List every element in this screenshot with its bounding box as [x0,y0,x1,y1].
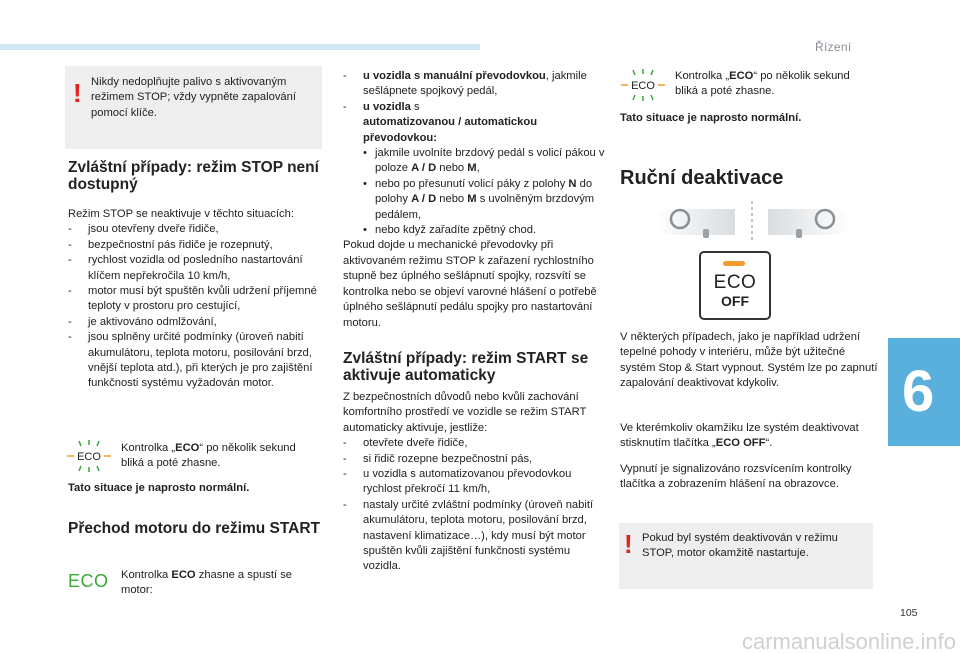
eco-blinking-icon-2 [620,68,666,102]
normal-situation-note: Tato situace je naprosto normální. [68,482,250,494]
mechanical-gearbox-note: Pokud dojde u mechanické převodovky při aktivovaném režimu STOP k zařazení rychlostního stupně bez úplného sešlápnutí spojky, rozsvítí se kontrolka nebo se objeví varovné hlášení o potřebě úplného sešlápnutí pedálu spojky pro nastartování motoru. [343,239,597,329]
warning-box-fuel [65,66,322,149]
deactivation-para-2: Ve kterémkoliv okamžiku lze systém deaktivovat stisknutím tlačítka „ECO OFF“. [620,422,859,450]
button-off-label: OFF [721,293,749,309]
deactivation-para-3: Vypnutí je signalizováno rozsvícením kontrolky tlačítka a zobrazením hlášení na obrazovce. [620,463,852,491]
svg-text:ECO: ECO [68,571,109,591]
warning-text: Nikdy nedoplňujte palivo s aktivovaným režimem STOP; vždy vypněte zapalování pomocí klíče. [91,76,296,119]
list-item: - rychlost vozidla od posledního nastartování klíčem nepřekročila 10 km/h, [68,253,326,284]
stop-intro: Režim STOP se neaktivuje v těchto situacích: [68,208,294,220]
list-item: • nebo když zařadíte zpětný chod. [355,223,605,238]
start-conditions-list [343,436,605,575]
list-item: - u vozidla s manuální převodovkou, jakmile sešlápnete spojkový pedál, [343,69,605,100]
warning-box-restart [619,523,873,589]
list-item: - bezpečnostní pás řidiče je rozepnutý, [68,238,326,253]
eco-blink-text: Kontrolka „ECO“ po několik sekund bliká a poté zhasne. [121,442,296,470]
section-title: Řízení [815,40,852,54]
eco-blink-label: ECO [631,80,655,92]
deactivation-para-1: V některých případech, jako je například udržení tepelné pohody v interiéru, může být užitečné systém Stop & Start vypnout. Systém lze po zapnutí zapalování deaktivovat kdykoliv. [620,331,878,390]
eco-blink-label: ECO [77,451,101,463]
eco-blink-text-2: Kontrolka „ECO“ po několik sekund bliká a poté zhasne. [675,70,850,98]
dashboard-illustration [655,199,850,244]
eco-icon [68,570,114,595]
top-accent-bar [0,44,480,50]
list-item: - otevřete dveře řidiče, [343,436,605,451]
stop-conditions-list [68,222,326,391]
heading-start-transition: Přechod motoru do režimu START [68,520,321,537]
normal-situation-note-2: Tato situace je naprosto normální. [620,112,802,124]
list-item: - u vozidla s automatizovanou převodovkou rychlost překročí 11 km/h, [343,467,605,498]
list-item: • jakmile uvolníte brzdový pedál s volicí pákou v poloze A / D nebo M, [355,146,605,177]
warning-icon: ! [73,78,82,108]
eco-off-button[interactable] [699,251,771,320]
button-indicator-light [723,261,745,266]
start-conditions-manual [343,69,605,146]
heading-manual-deactivation: Ruční deaktivace [620,167,784,189]
eco-blinking-icon [66,439,112,473]
start-intro: Z bezpečnostních důvodů nebo kvůli zachování komfortního prostředí ve vozidle se režim START automaticky aktivuje, jestliže: [343,391,587,434]
heading-start-automatic: Zvláštní případy: režim START se aktivuje automaticky [343,350,589,384]
list-item: - nastaly určité zvláštní podmínky (úroveň nabití akumulátoru, teplota motoru, posilování brzd, nastavení klimatizace…), kdy musí být motor spuštěn kvůli zajištění funkčnosti systému vozidla. [343,498,605,575]
warning-text: Pokud byl systém deaktivován v režimu STOP, motor okamžitě nastartuje. [642,532,838,560]
watermark: carmanualsonline.info [741,628,956,654]
heading-stop-unavailable: Zvláštní případy: režim STOP není dostupný [68,159,319,193]
list-item: - motor musí být spuštěn kvůli udržení příjemné teploty v prostoru pro cestující, [68,284,326,315]
list-item: - jsou splněny určité podmínky (úroveň nabití akumulátoru, teplota motoru, posilování brzd, vnější teplota atd.), při kterých je pro zajištění funkčnosti systému vyžadován motor. [68,330,326,392]
list-item: - jsou otevřeny dveře řidiče, [68,222,326,237]
warning-icon: ! [624,529,633,559]
list-item: - si řidič rozepne bezpečnostní pás, [343,452,605,467]
list-item: • nebo po přesunutí volicí páky z polohy N do polohy A / D nebo M s uvolněným brzdovým pedálem, [355,177,605,223]
list-item: - je aktivováno odmlžování, [68,315,326,330]
page-number: 105 [900,607,918,619]
auto-gearbox-bullets [343,146,605,238]
chapter-tab: 6 [888,338,960,446]
list-item: - u vozidla s automatizovanou / automatickou převodovkou: [343,100,605,146]
eco-off-text: Kontrolka ECO zhasne a spustí se motor: [121,569,293,597]
button-eco-label: ECO [713,272,757,293]
